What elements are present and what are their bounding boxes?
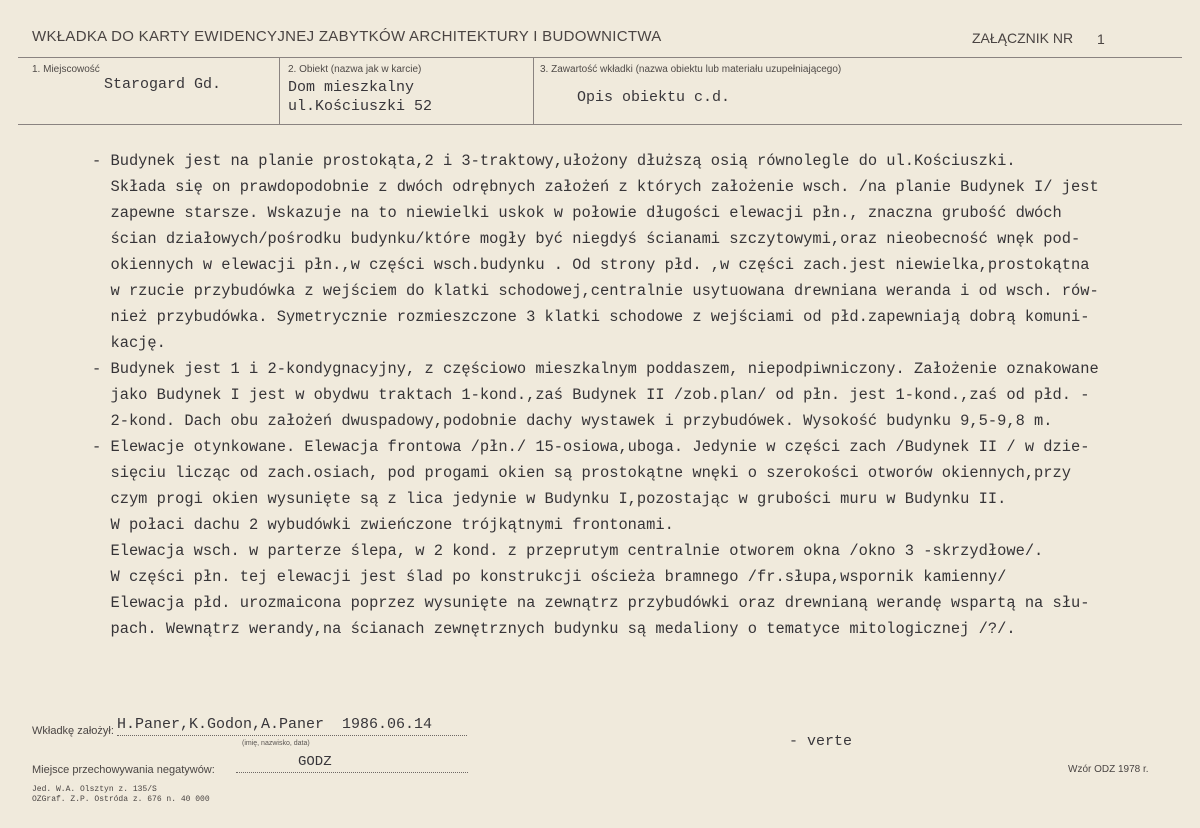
- print-info-line: OZGraf. Z.P. Ostróda z. 676 n. 40 000: [32, 795, 210, 804]
- annex-number: 1: [1097, 31, 1105, 47]
- text-line: w rzucie przybudówka z wejściem do klatki schodowej,centralnie usytuowana drewniana weranda i od wsch. rów-: [92, 282, 1099, 300]
- description-body: [92, 148, 1172, 642]
- text-line: 2-kond. Dach obu założeń dwuspadowy,podobnie dachy wystawek i przybudówek. Wysokość budynku 9,5-9,8 m.: [92, 412, 1053, 430]
- field-divider-2: [533, 57, 534, 124]
- verte-note: - verte: [789, 733, 853, 750]
- text-line: - Budynek jest na planie prostokąta,2 i 3-traktowy,ułożony dłuższą osią równolegle do ul.Kościuszki.: [92, 152, 1016, 170]
- text-line: W połaci dachu 2 wybudówki zwieńczone trójkątnymi frontonami.: [92, 516, 674, 534]
- text-line: Elewacja wsch. w parterze ślepa, w 2 kond. z przeprutym centralnie otworem okna /okno 3 -skrzydłowe/.: [92, 542, 1044, 560]
- text-line: jako Budynek I jest w obydwu traktach 1-kond.,zaś Budynek II /zob.plan/ od płn. jest 1-kond.,zaś od płd. -: [92, 386, 1090, 404]
- print-info: [32, 785, 210, 805]
- text-line: Elewacja płd. urozmaicona poprzez wysunięte na zewnątrz przybudówki oraz drewnianą werandę wspartą na słu-: [92, 594, 1090, 612]
- print-info-line: Jed. W.A. Olsztyn z. 135/S: [32, 785, 157, 794]
- fields-rule: [18, 124, 1182, 125]
- text-line: kację.: [92, 334, 166, 352]
- text-line: pach. Wewnątrz werandy,na ścianach zewnętrznych budynku są medaliony o tematyce mitologicznej /?/.: [92, 620, 1016, 638]
- object-label: 2. Obiekt (nazwa jak w karcie): [288, 64, 422, 75]
- founded-by-value: H.Paner,K.Godon,A.Paner 1986.06.14: [117, 716, 433, 733]
- text-line: - Elewacje otynkowane. Elewacja frontowa /płn./ 15-osiowa,uboga. Jedynie w części zach /Budynek II / w dzie-: [92, 438, 1090, 456]
- content-label: 3. Zawartość wkładki (nazwa obiektu lub materiału uzupełniającego): [540, 64, 842, 75]
- form-code: Wzór ODZ 1978 r.: [1068, 764, 1149, 775]
- content-value: Opis obiektu c.d.: [577, 89, 731, 106]
- text-line: czym progi okien wysunięte są z lica jedynie w Budynku I,pozostając w grubości muru w Budynku II.: [92, 490, 1007, 508]
- negatives-label: Miejsce przechowywania negatywów:: [32, 764, 215, 776]
- negatives-line: [236, 772, 468, 773]
- object-value-line2: ul.Kościuszki 52: [288, 98, 433, 115]
- object-value-line1: Dom mieszkalny: [288, 79, 415, 96]
- field-divider-1: [279, 57, 280, 124]
- text-line: okiennych w elewacji płn.,w części wsch.budynku . Od strony płd. ,w części zach.jest niewielka,prostokątna: [92, 256, 1090, 274]
- founded-by-hint: (imię, nazwisko, data): [242, 740, 310, 747]
- locality-value: Starogard Gd.: [104, 76, 222, 93]
- header-rule: [18, 57, 1182, 58]
- text-line: W części płn. tej elewacji jest ślad po konstrukcji ościeża bramnego /fr.słupa,wspornik kamienny/: [92, 568, 1007, 586]
- text-line: ścian działowych/pośrodku budynku/które mogły być niegdyś ścianami szczytowymi,oraz nieobecność wnęk pod-: [92, 230, 1081, 248]
- annex-label: ZAŁĄCZNIK NR: [972, 30, 1074, 46]
- negatives-value: GODZ: [298, 754, 332, 770]
- founded-by-label: Wkładkę założył:: [32, 725, 114, 737]
- text-line: nież przybudówka. Symetrycznie rozmieszczone 3 klatki schodowe z wejściami od płd.zapewniają dobrą komuni-: [92, 308, 1090, 326]
- founded-by-line: [117, 735, 467, 736]
- text-line: sięciu licząc od zach.osiach, pod progami okien są prostokątne wnęki o szerokości otworów okiennych,przy: [92, 464, 1072, 482]
- form-title: WKŁADKA DO KARTY EWIDENCYJNEJ ZABYTKÓW ARCHITEKTURY I BUDOWNICTWA: [32, 28, 662, 45]
- locality-label: 1. Miejscowość: [32, 64, 100, 75]
- text-line: Składa się on prawdopodobnie z dwóch odrębnych założeń z których założenie wsch. /na planie Budynek I/ jest: [92, 178, 1099, 196]
- text-line: - Budynek jest 1 i 2-kondygnacyjny, z częściowo mieszkalnym poddaszem, niepodpiwniczony. Założenie oznakowane: [92, 360, 1099, 378]
- text-line: zapewne starsze. Wskazuje na to niewielki uskok w połowie długości elewacji płn., znaczna grubość dwóch: [92, 204, 1062, 222]
